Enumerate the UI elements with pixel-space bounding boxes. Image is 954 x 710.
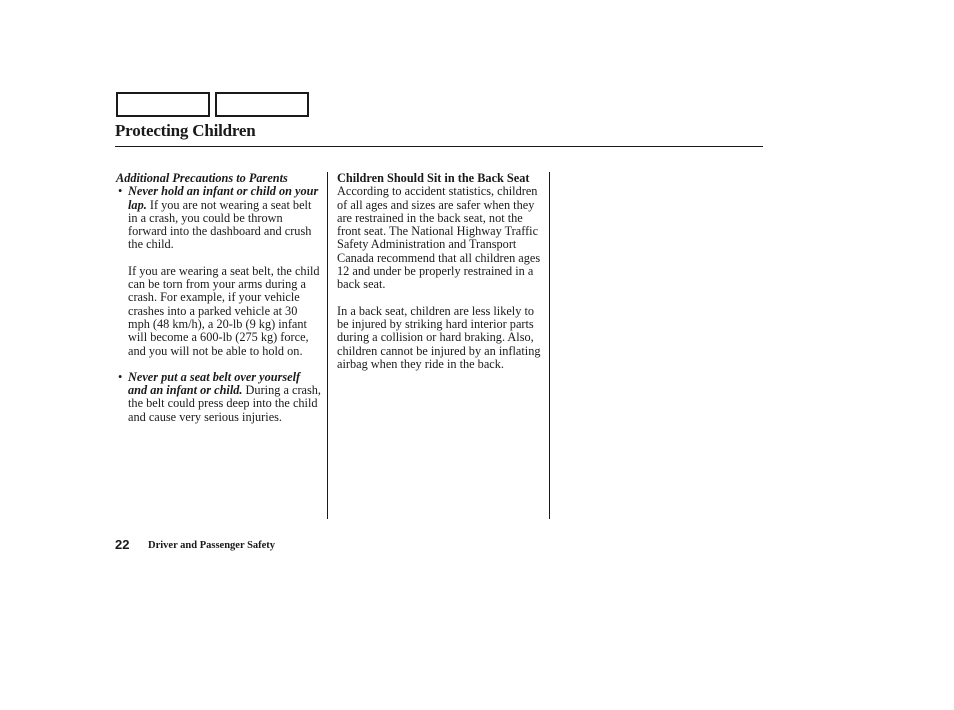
- nav-tab-box-1[interactable]: [116, 92, 210, 117]
- title-rule: [115, 146, 763, 147]
- right-column: [337, 172, 543, 371]
- paragraph-seatbelt-torn: If you are wearing a seat belt, the child can be torn from your arms during a crash. For example, if your vehicle crashes into a parked vehicle at 30 mph (48 km/h), a 20-lb (9 kg) infant will become a 600-lb (275 kg) force, and you will not be able to hold on.: [128, 263, 320, 358]
- paragraph-back-seat-safety: In a back seat, children are less likely to be injured by striking hard interior parts during a collision or hard braking. Also, children cannot be injured by an inflating airbag when they ride in the back.: [337, 303, 541, 371]
- bullet-lead: Never put a seat belt over yourself and an infant or child.: [128, 369, 301, 398]
- precautions-heading: Additional Precautions to Parents: [116, 171, 288, 185]
- bullet-item-belt-over: [116, 371, 321, 424]
- left-column: [116, 172, 321, 424]
- paragraph-statistics: According to accident statistics, children of all ages and sizes are safer when they are restrained in the back seat, not the front seat. The National Highway Traffic Safety Administration and Transport Canada recommend that all children ages 12 and under be properly restrained in a back seat.: [337, 184, 541, 292]
- bullet-lead: Never hold an infant or child on your lap.: [128, 184, 319, 212]
- column-divider-1: [327, 172, 328, 519]
- column-divider-2: [549, 172, 550, 519]
- section-name: Driver and Passenger Safety: [148, 540, 276, 551]
- back-seat-heading: Children Should Sit in the Back Seat: [337, 171, 530, 185]
- bullet-text: If you are not wearing a seat belt in a crash, you could be thrown forward into the dashboard and crush the child.: [128, 197, 312, 252]
- bullet-icon: •: [118, 369, 123, 384]
- bullet-text: During a crash, the belt could press deep into the child and cause very serious injuries.: [128, 383, 322, 424]
- bullet-icon: •: [118, 184, 123, 199]
- page-title: Protecting Children: [115, 121, 256, 140]
- page-number: 22: [115, 537, 130, 552]
- nav-tab-box-2[interactable]: [215, 92, 309, 117]
- bullet-item-lap: [116, 185, 321, 251]
